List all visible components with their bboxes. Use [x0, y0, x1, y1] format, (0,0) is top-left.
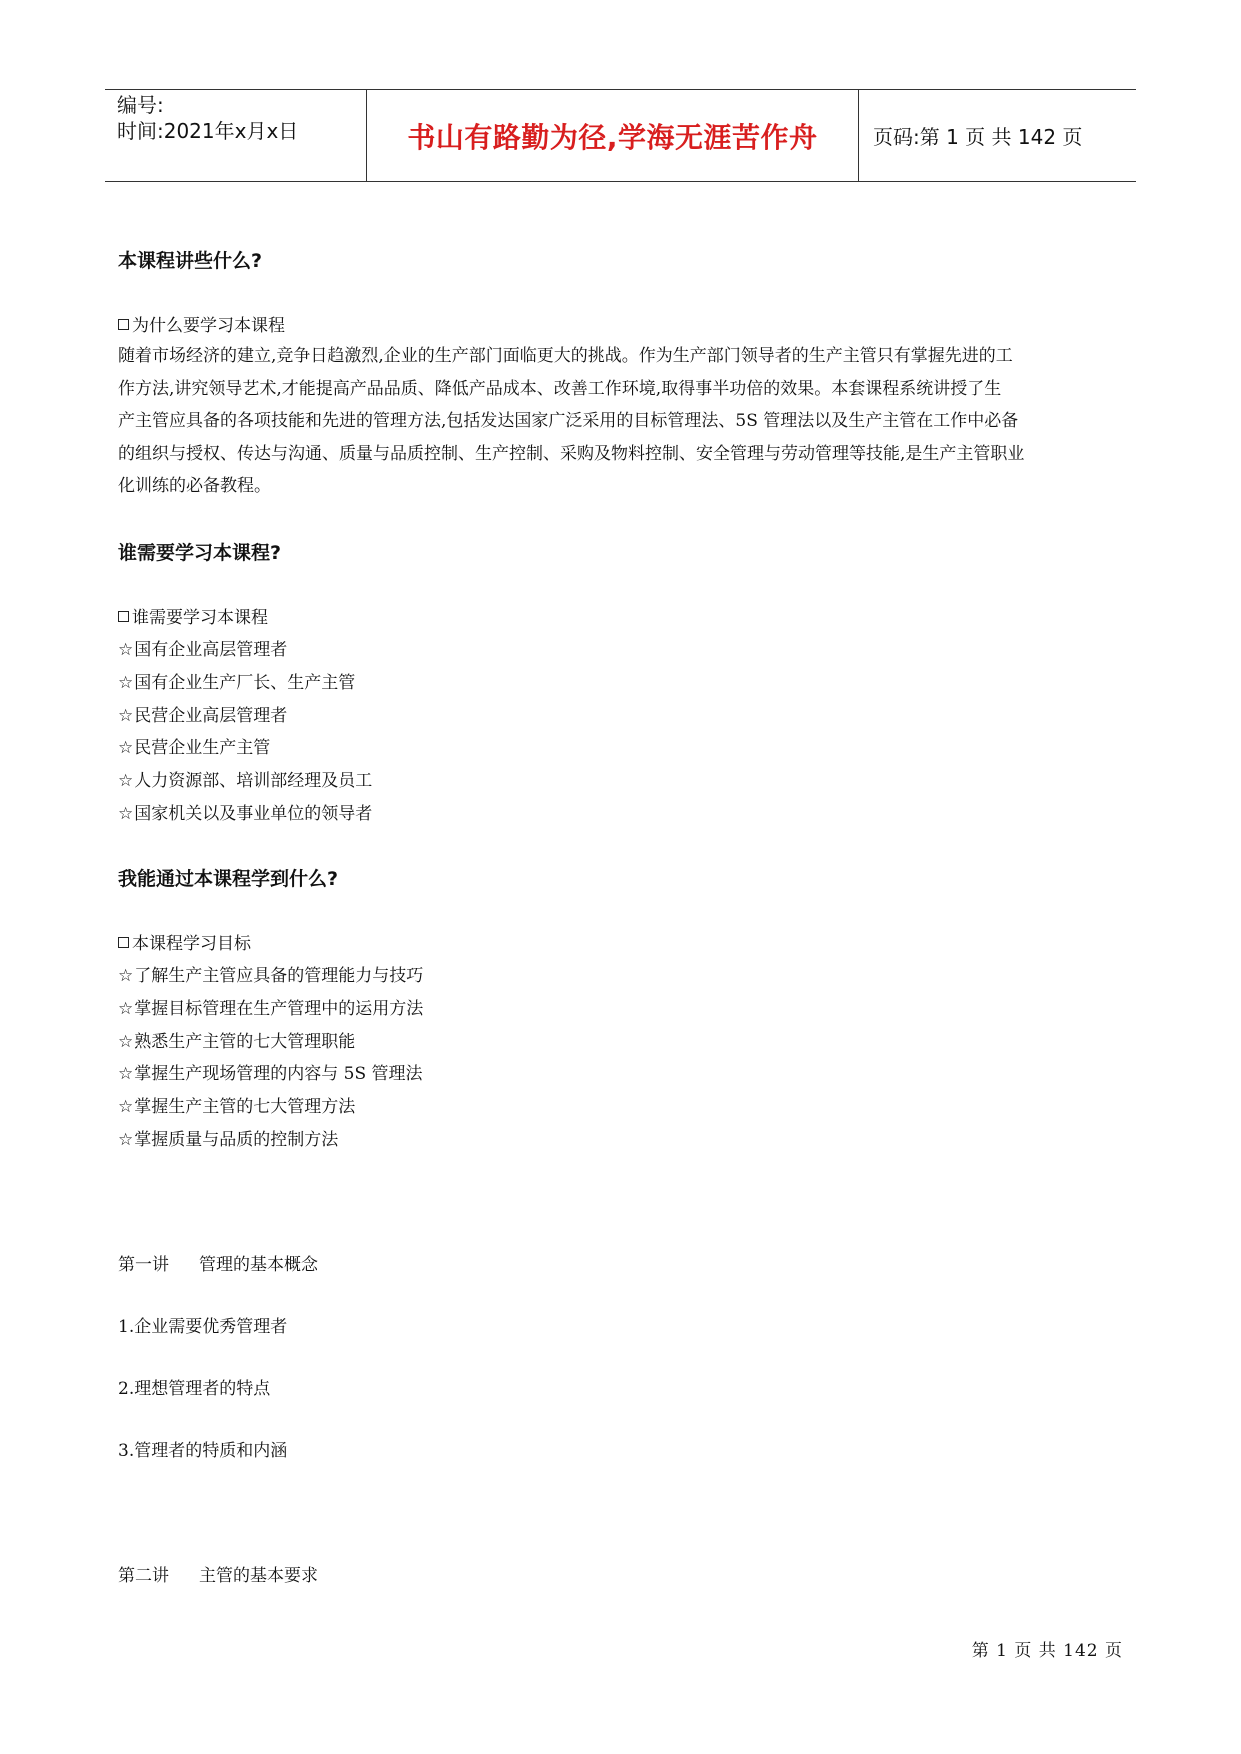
goal-list-item	[118, 1125, 338, 1150]
square-box-icon	[118, 611, 129, 622]
lecture-title: 管理的基本概念	[199, 1255, 318, 1275]
paragraph-line: 随着市场经济的建立,竞争日趋激烈,企业的生产部门面临更大的挑战。作为生产部门领导者的生产主管只有掌握先进的工	[118, 346, 1013, 366]
goal-text: 掌握生产现场管理的内容与 5S 管理法	[134, 1064, 423, 1084]
audience-text: 民营企业生产主管	[134, 738, 271, 758]
header-page-info	[859, 90, 1136, 181]
course-description-paragraph	[118, 340, 1128, 503]
section2-sub-text: 谁需要学习本课程	[132, 608, 268, 628]
white-star-icon: ☆	[118, 673, 134, 693]
lecture-number: 第一讲	[118, 1255, 169, 1275]
section3-sub-text: 本课程学习目标	[132, 934, 251, 954]
motto-text: 书山有路勤为径,学海无涯苦作舟	[407, 120, 818, 154]
audience-list-item	[118, 799, 372, 824]
white-star-icon: ☆	[118, 1097, 134, 1117]
white-star-icon: ☆	[118, 640, 134, 660]
white-star-icon: ☆	[118, 966, 134, 986]
audience-list-item	[118, 766, 372, 791]
goal-text: 掌握生产主管的七大管理方法	[134, 1097, 356, 1117]
paragraph-line: 的组织与授权、传达与沟通、质量与品质控制、生产控制、采购及物料控制、安全管理与劳动管理等技能,是生产主管职业	[118, 443, 1025, 464]
goal-list-item	[118, 961, 423, 986]
audience-text: 人力资源部、培训部经理及员工	[134, 771, 373, 791]
audience-list-item	[118, 701, 287, 726]
goal-list-item	[118, 1059, 423, 1084]
white-star-icon: ☆	[118, 706, 134, 726]
page-number-label: 页码:第 1 页 共 142 页	[873, 125, 1083, 149]
white-star-icon: ☆	[118, 804, 134, 824]
audience-text: 民营企业高层管理者	[134, 706, 288, 726]
audience-list-item	[118, 668, 355, 693]
paragraph-line: 产主管应具备的各项技能和先进的管理方法,包括发达国家广泛采用的目标管理法、5S 管理法以及生产主管在工作中必备	[118, 411, 1019, 432]
page-header	[105, 89, 1136, 182]
goal-list-item	[118, 994, 423, 1019]
audience-text: 国有企业高层管理者	[134, 640, 288, 660]
white-star-icon: ☆	[118, 1064, 134, 1084]
square-box-icon	[118, 319, 129, 330]
audience-list-item	[118, 635, 287, 660]
header-meta	[105, 90, 367, 181]
white-star-icon: ☆	[118, 738, 134, 758]
lecture-1-item: 1.企业需要优秀管理者	[118, 1317, 288, 1337]
audience-text: 国有企业生产厂长、生产主管	[134, 673, 356, 693]
lecture-1-item: 3.管理者的特质和内涵	[118, 1441, 288, 1461]
goal-text: 掌握目标管理在生产管理中的运用方法	[134, 999, 424, 1019]
paragraph-line: 作方法,讲究领导艺术,才能提高产品品质、降低产品成本、改善工作环境,取得事半功倍的效果。本套课程系统讲授了生	[118, 378, 1002, 399]
header-motto-cell	[367, 90, 859, 181]
lecture-1-item: 2.理想管理者的特点	[118, 1379, 271, 1399]
white-star-icon: ☆	[118, 1032, 134, 1052]
section-heading-who: 谁需要学习本课程?	[118, 542, 282, 564]
goal-text: 掌握质量与品质的控制方法	[134, 1130, 339, 1150]
goal-list-item	[118, 1092, 355, 1117]
lecture-1-heading	[118, 1250, 318, 1275]
time-label: 时间:2021年x月x日	[117, 119, 299, 143]
section-heading-what: 本课程讲些什么?	[118, 250, 263, 272]
lecture-number: 第二讲	[118, 1566, 169, 1586]
section3-sub-label	[118, 929, 251, 954]
section1-sub-label	[118, 311, 285, 336]
section1-sub-text: 为什么要学习本课程	[132, 316, 285, 336]
white-star-icon: ☆	[118, 1130, 134, 1150]
goal-list-item	[118, 1027, 355, 1052]
goal-text: 了解生产主管应具备的管理能力与技巧	[134, 966, 424, 986]
white-star-icon: ☆	[118, 771, 134, 791]
serial-number-label: 编号:	[117, 93, 164, 117]
paragraph-line: 化训练的必备教程。	[118, 476, 271, 497]
square-box-icon	[118, 937, 129, 948]
section2-sub-label	[118, 603, 268, 628]
page-footer: 第 1 页 共 142 页	[971, 1641, 1123, 1661]
audience-text: 国家机关以及事业单位的领导者	[134, 804, 373, 824]
audience-list-item	[118, 733, 270, 758]
lecture-2-heading	[118, 1561, 318, 1586]
section-heading-learn: 我能通过本课程学到什么?	[118, 868, 339, 890]
goal-text: 熟悉生产主管的七大管理职能	[134, 1032, 356, 1052]
white-star-icon: ☆	[118, 999, 134, 1019]
lecture-title: 主管的基本要求	[199, 1566, 318, 1586]
